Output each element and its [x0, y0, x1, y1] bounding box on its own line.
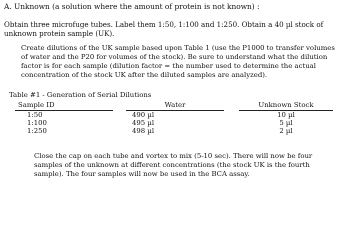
instructions-paragraph-3: Close the cap on each tube and vortex to mix (5-10 sec). There will now be four samples of the unknown at different concentrations (the stock UK is the fourth sample). The four samples will now be used in the BCA assay. — [34, 152, 313, 179]
serial-dilutions-table — [15, 101, 333, 143]
unknown-stock-header: Unknown Stock — [239, 101, 333, 111]
instructions-paragraph-1: Obtain three microfuge tubes. Label them 1:50, 1:100 and 1:250. Obtain a 40 µl stock of unknown protein sample (UK). — [4, 20, 324, 39]
table-cell-unknown-stock: 5 µl — [279, 119, 293, 127]
table-cell-water: 495 µl — [132, 119, 155, 127]
table-cell-water: 490 µl — [132, 111, 155, 119]
table-title: Table #1 - Generation of Serial Dilutions — [9, 91, 152, 99]
table-cell-unknown-stock: 10 µl — [277, 111, 295, 119]
section-heading: A. Unknown (a solution where the amount of protein is not known) : — [4, 2, 260, 11]
unknown-stock-column — [239, 101, 333, 143]
instructions-paragraph-2: Create dilutions of the UK sample based upon Table 1 (use the P1000 to transfer volumes of water and the P20 for volumes of the stock). Be sure to understand what the dilution factor is for each sample (dilution factor = the number used to determine the actual concentration of the stock UK after the diluted samples are analyzed). — [21, 44, 335, 80]
table-cell-unknown-stock: 2 µl — [279, 127, 293, 135]
water-column — [126, 101, 224, 143]
sample-id-header: Sample ID — [15, 101, 113, 111]
sample-id-column — [15, 101, 113, 143]
table-cell-sample-id: 1:50 — [27, 111, 43, 119]
table-cell-sample-id: 1:100 — [27, 119, 47, 127]
table-cell-sample-id: 1:250 — [27, 127, 47, 135]
water-header: Water — [126, 101, 224, 111]
table-cell-water: 498 µl — [132, 127, 155, 135]
